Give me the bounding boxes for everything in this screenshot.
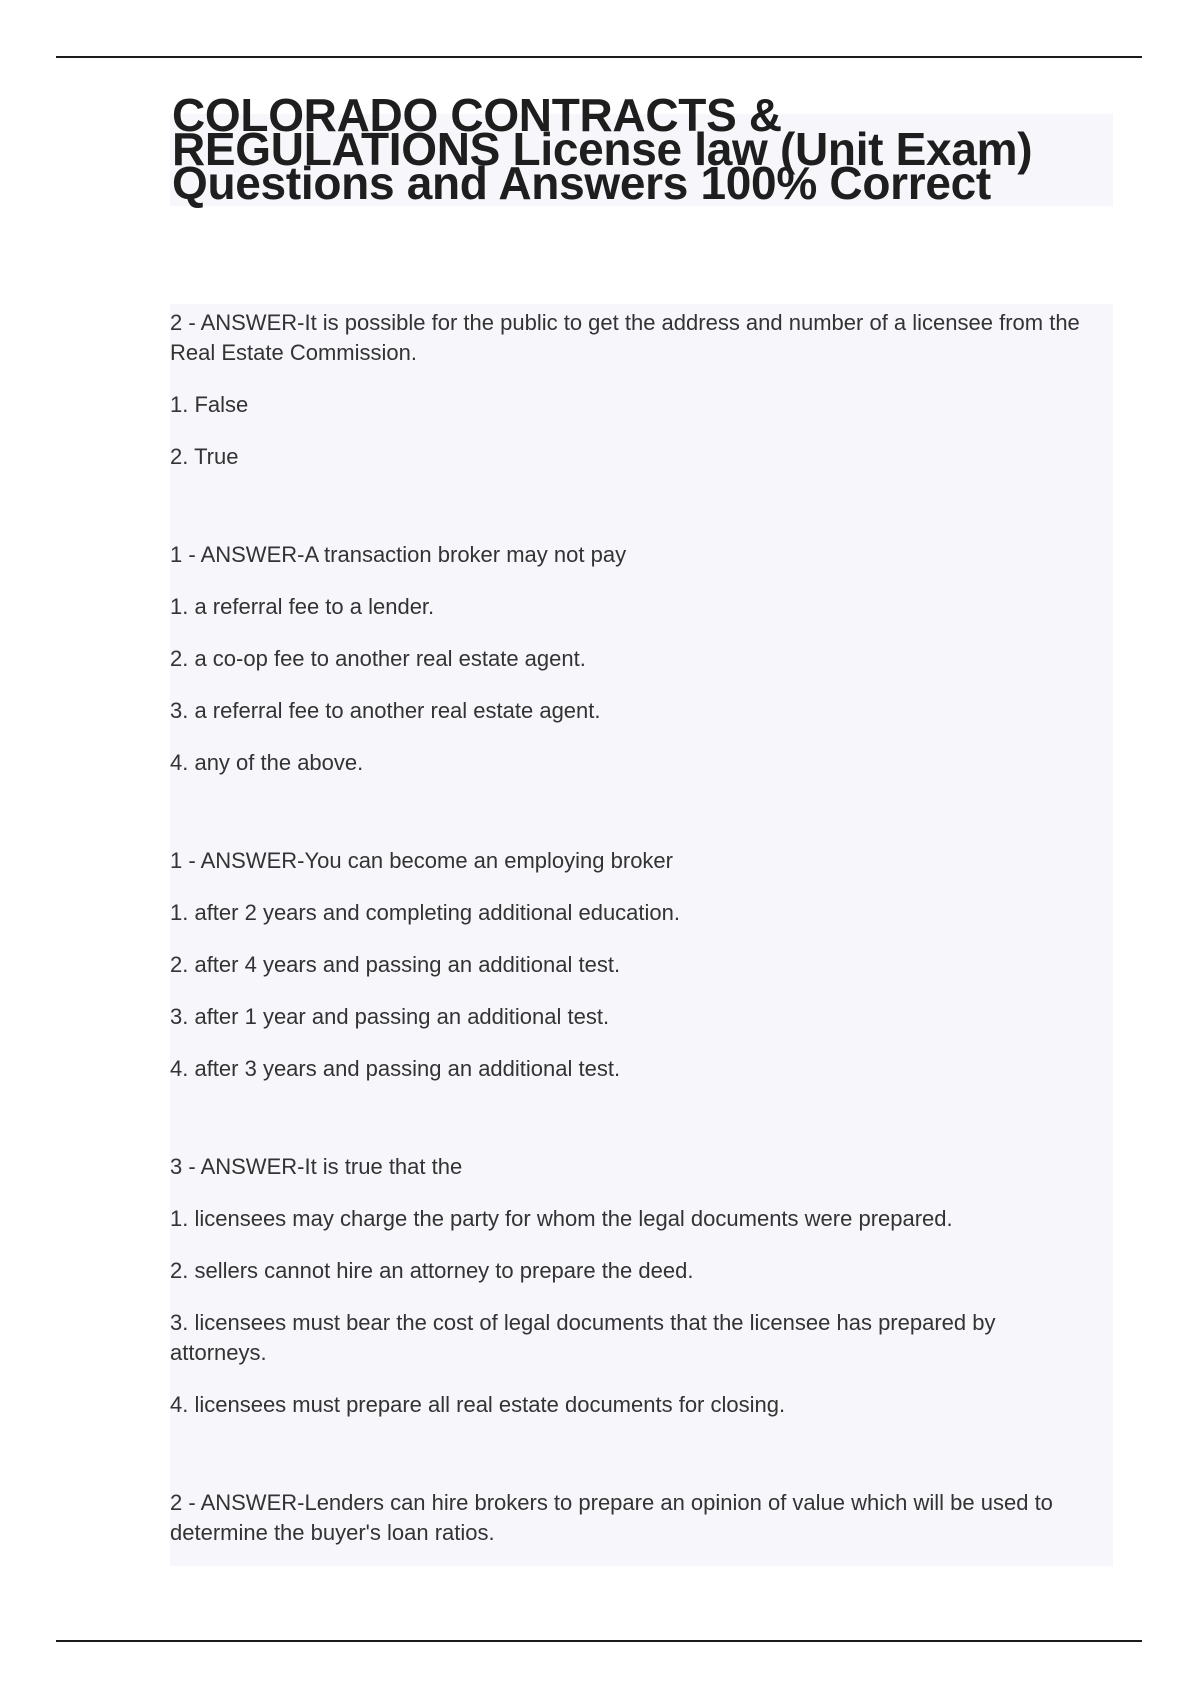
question-text: 2 - ANSWER-Lenders can hire brokers to prepare an opinion of value which will be used to determine the buyer's loan ratios. (170, 1490, 1053, 1545)
answer-option: 4. after 3 years and passing an additional test. (170, 1056, 621, 1081)
bottom-divider (56, 1640, 1142, 1642)
answer-option: 1. a referral fee to a lender. (170, 594, 435, 619)
answer-option: 1. False (170, 392, 249, 417)
answer-option: 3. after 1 year and passing an additional test. (170, 1004, 610, 1029)
question-text: 1 - ANSWER-A transaction broker may not pay (170, 542, 627, 567)
question-text: 2 - ANSWER-It is possible for the public to get the address and number of a licensee from the Real Estate Commission. (170, 310, 1080, 365)
document-title: COLORADO CONTRACTS & REGULATIONS License law (Unit Exam) Questions and Answers 100% Correct (172, 89, 1033, 209)
answer-option: 2. True (170, 444, 239, 469)
answer-option: 4. any of the above. (170, 750, 364, 775)
answer-option: 4. licensees must prepare all real estate documents for closing. (170, 1392, 786, 1417)
answer-option: 1. after 2 years and completing additional education. (170, 900, 680, 925)
answer-option: 1. licensees may charge the party for whom the legal documents were prepared. (170, 1206, 953, 1231)
question-block (170, 540, 1113, 778)
answer-option: 2. a co-op fee to another real estate agent. (170, 646, 586, 671)
question-block (170, 846, 1113, 1084)
document-body (170, 304, 1113, 1566)
answer-option: 3. licensees must bear the cost of legal documents that the licensee has prepared by attorneys. (170, 1310, 996, 1365)
question-block (170, 308, 1113, 472)
question-text: 1 - ANSWER-You can become an employing broker (170, 848, 673, 873)
answer-option: 2. after 4 years and passing an additional test. (170, 952, 621, 977)
question-block (170, 1152, 1113, 1420)
answer-option: 3. a referral fee to another real estate agent. (170, 698, 601, 723)
question-text: 3 - ANSWER-It is true that the (170, 1154, 463, 1179)
question-block (170, 1488, 1113, 1548)
answer-option: 2. sellers cannot hire an attorney to prepare the deed. (170, 1258, 694, 1283)
top-divider (56, 56, 1142, 58)
